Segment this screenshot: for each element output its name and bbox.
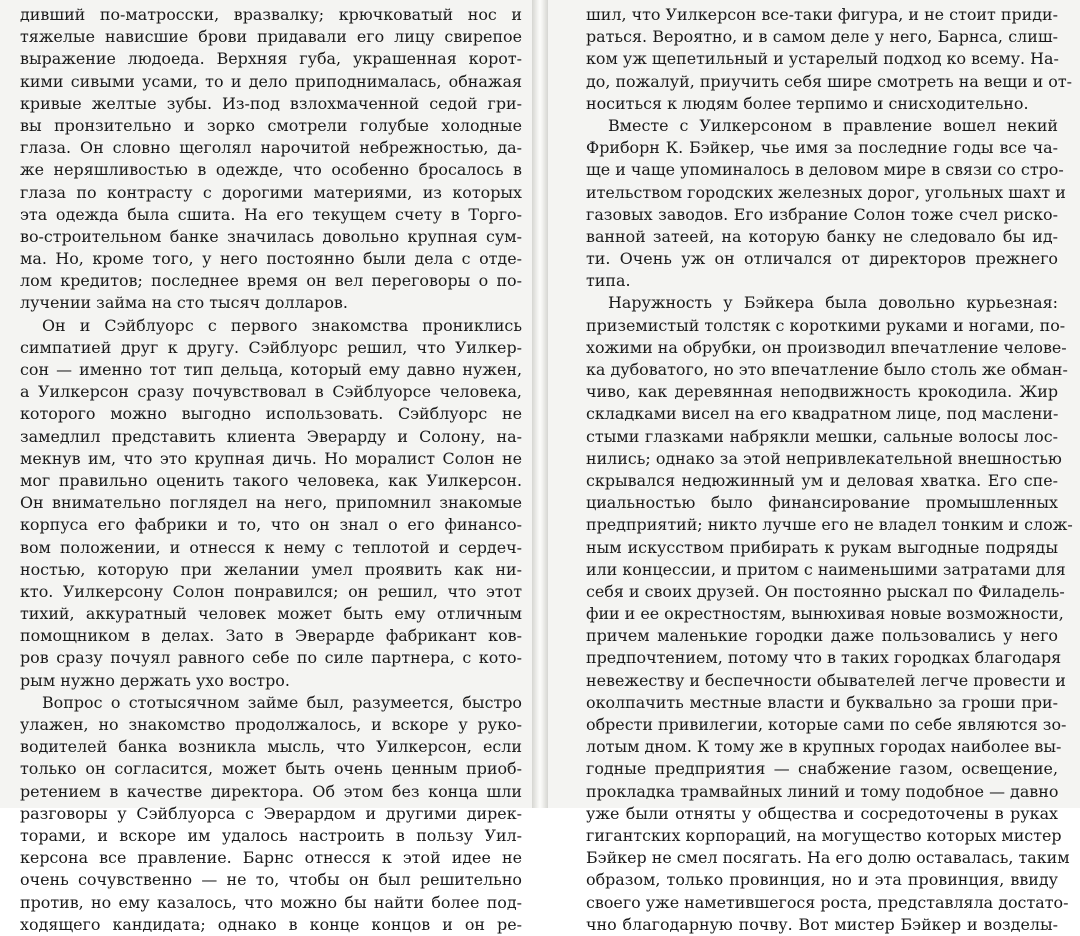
text-line: обрести привилегии, которые сами по себе являются зо- (586, 715, 1067, 734)
text-line: своего уже наметившегося роста, представляла достато- (586, 892, 1069, 912)
text-line: а Уилкерсон сразу почувствовал в Сэйблуорсе человека, (20, 382, 522, 402)
text-line: стыми глазками набрякли мешки, сальные волосы лос- (586, 426, 1058, 446)
text-line: типа. (586, 271, 631, 291)
text-line: хожими на обрубки, он производил впечатление челове- (586, 337, 1067, 357)
text-line: корпуса его фабрики и то, что он знал о его финансо- (20, 515, 522, 535)
text-line: керсона все правление. Барнс отнесся к этой идее не (20, 848, 522, 868)
text-line: тихий, аккуратный человек может быть ему отличным (20, 604, 522, 624)
text-line: ретением в качестве директора. Об этом без конца шли (20, 781, 522, 801)
text-line: ка дубоватого, но это впечатление было столь же обман- (586, 360, 1068, 379)
text-line: мог правильно оценить такого человека, как Уилкерсон. (20, 470, 522, 490)
text-line: раться. Вероятно, и в самом деле у него, Барнса, слиш- (586, 27, 1058, 47)
text-line: циальностью было финансирование промышленных (586, 493, 1058, 513)
text-line: ным искусством прибирать к рукам выгодные подряды (586, 537, 1058, 557)
text-line: шил, что Уилкерсон все-таки фигура, и не стоит приди- (586, 5, 1058, 24)
text-line: складками висел на его квадратном лице, под маслени- (586, 404, 1059, 424)
text-line: лом кредитов; последнее время он вел переговоры о по- (20, 271, 522, 291)
text-line: Вместе с Уилкерсоном в правление вошел некий (608, 115, 1058, 135)
text-line: ходящего кандидата; однако в конце концов и он ре- (20, 914, 522, 934)
text-line: очень сочувственно — не то, чтобы он был решительно (20, 870, 522, 890)
text-line: прокладка трамвайных линий и тому подобное — давно (586, 781, 1059, 801)
text-line: помощником в делах. Зато в Эверарде фабрикант ков- (20, 626, 522, 646)
text-line: Фриборн К. Бэйкер, чье имя за последние годы все ча- (586, 138, 1058, 158)
text-line: предприятий; никто лучше его не владел тонким и слож- (586, 515, 1073, 535)
text-line: предпочтением, потому что в таких городках благодаря (586, 648, 1062, 668)
text-line: приземистый толстяк с короткими руками и ногами, по- (586, 315, 1066, 335)
text-line: околпачить местные власти и буквально за гроши при- (586, 692, 1058, 712)
left-page (0, 0, 532, 934)
text-line: ти. Очень уж он отличался от директоров прежнего (586, 249, 1058, 269)
text-line: невежеству и беспечности обывателей легче провести и (586, 670, 1066, 690)
text-line: глаза по контрасту с дорогими материями, из которых (20, 182, 522, 202)
text-line: симпатией друг к другу. Сэйблуорс решил, что Уилкер- (20, 337, 522, 357)
text-line: дивший по-матросски, вразвалку; крючковатый нос и (20, 5, 522, 24)
text-line: до, пожалуй, приучить себя шире смотреть на вещи и от- (586, 71, 1073, 91)
text-line: ительством городских железных дорог, угольных шахт и (586, 182, 1066, 202)
text-line: торами, и вскоре им удалось настроить в пользу Уил- (20, 825, 522, 845)
text-line: чиво, как деревянная неподвижность крокодила. Жир (586, 382, 1058, 402)
text-line: вы пронзительно и зорко смотрели голубые холодные (20, 115, 522, 135)
text-line: мекнув им, что это крупная дичь. Но моралист Солон не (20, 448, 522, 468)
text-line: замедлил представить клиента Эверарду и Солону, на- (20, 426, 522, 446)
text-line: во-строительном банке значилась довольно крупная сум- (20, 226, 522, 246)
text-line: скрывался недюжинный ум и деловая хватка. Его спе- (586, 470, 1058, 490)
text-line: Бэйкер не смел посягать. На его долю оставалась, таким (586, 848, 1070, 868)
text-line: ванной затеей, на которую банку не следовало бы ид- (586, 226, 1058, 246)
text-line: лотым дном. К тому же в крупных городах наиболее вы- (586, 737, 1062, 757)
text-line: разговоры у Сэйблуорса с Эверардом и другими дирек- (20, 803, 522, 823)
text-line: кто. Уилкерсону Солон понравился; он решил, что этот (20, 581, 522, 601)
text-line: лучении займа на сто тысяч долларов. (20, 293, 348, 313)
book-gutter (532, 0, 548, 808)
text-line: ком уж щепетильный и устарелый подход ко всему. На- (586, 49, 1059, 69)
text-line: Вопрос о стотысячном займе был, разумеется, быстро (42, 692, 522, 712)
text-line: кривые желтые зубы. Из-под взлохмаченной седой гри- (20, 93, 522, 113)
text-line: кими сивыми усами, то и дело приподнималась, обнажая (20, 71, 522, 91)
text-line: гигантских корпораций, на могущество которых мистер (586, 825, 1062, 845)
text-line: же неряшливостью в одежде, что особенно бросалось в (20, 160, 522, 180)
text-line: ма. Но, кроме того, у него постоянно были дела с отде- (20, 249, 522, 269)
text-line: тяжелые нависшие брови придавали его лицу свирепое (20, 27, 522, 47)
text-line: вом положении, и отнесся к нему с теплотой и сердеч- (20, 537, 522, 557)
text-line: рым нужно держать ухо востро. (20, 670, 290, 690)
text-line: носиться к людям более терпимо и снисходительно. (586, 93, 1029, 113)
text-line: уже были отняты у общества и сосредоточены в руках (586, 803, 1058, 823)
text-line: ностью, которую при желании умел проявить как ни- (20, 559, 522, 579)
text-line: водителей банка возникла мысль, что Уилкерсон, если (20, 737, 522, 757)
text-line: Наружность у Бэйкера была довольно курьезная: (608, 293, 1058, 313)
text-line: выражение людоеда. Верхняя губа, украшенная корот- (20, 49, 522, 69)
text-line: нились; однако за этой непривлекательной внешностью (586, 448, 1062, 468)
text-line: образом, только провинция, но и эта провинция, ввиду (586, 870, 1058, 890)
text-line: годные предприятия — снабжение газом, освещение, (586, 759, 1058, 779)
right-page (548, 0, 1080, 934)
text-line: или концессии, и притом с наименьшими затратами для (586, 559, 1066, 579)
text-line: которого можно выгодно использовать. Сэйблуорс не (20, 404, 522, 424)
text-line: сон — именно тот тип дельца, который ему давно нужен, (20, 360, 522, 379)
text-line: глаза. Он словно щеголял нарочитой небрежностью, да- (20, 138, 522, 158)
text-line: Он и Сэйблуорс с первого знакомства прониклись (42, 315, 522, 335)
text-line: улажен, но знакомство продолжалось, и вскоре у руко- (20, 715, 522, 734)
text-line: фии и ее окрестностям, вынюхивая новые возможности, (586, 604, 1064, 624)
text-line: только он согласится, может быть очень ценным приоб- (20, 759, 522, 779)
text-line: газовых заводов. Его избрание Солон тоже счел риско- (586, 204, 1058, 224)
text-line: ще и чаще упоминалось в деловом мире в связи со стро- (586, 160, 1064, 180)
text-line: чно благодарную почву. Вот мистер Бэйкер и возделы- (586, 914, 1058, 934)
text-line: ров сразу почуял равного себе по силе партнера, с кото- (20, 648, 522, 668)
text-line: себя и своих друзей. Он постоянно рыскал по Филадель- (586, 581, 1065, 601)
text-line: против, но ему казалось, что можно бы найти более под- (20, 892, 522, 912)
text-line: Он внимательно поглядел на него, припомнил знакомые (20, 493, 522, 513)
text-line: эта одежда была сшита. На его текущем счету в Торго- (20, 204, 522, 224)
text-line: причем маленькие городки даже пользовались у него (586, 626, 1058, 646)
